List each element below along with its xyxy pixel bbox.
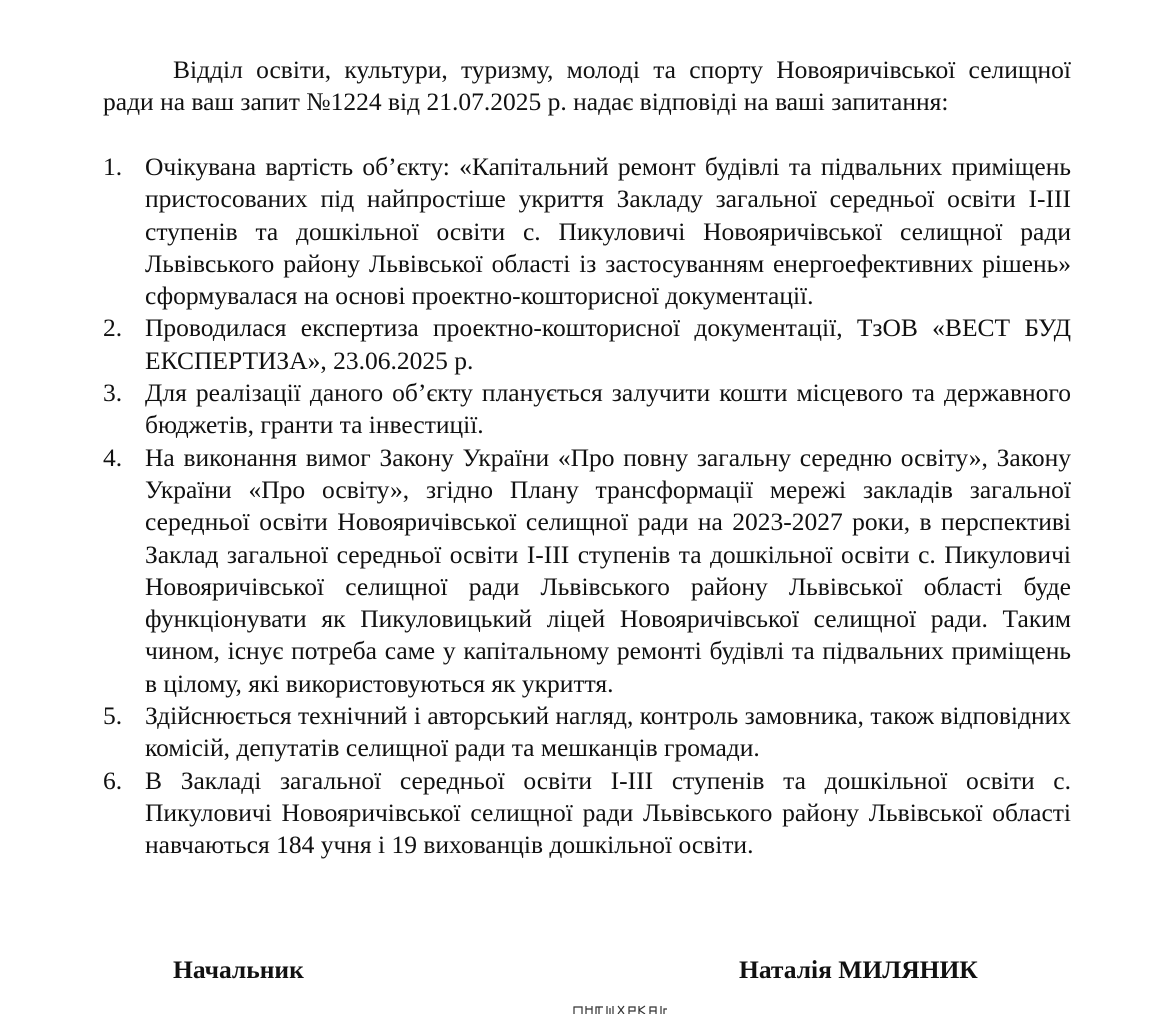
item-text: Здійснюється технічний і авторський нагляд, контроль замовника, також відповідних комісій, депутатів селищної ради та мешканців громади. xyxy=(145,701,1071,763)
item-text: Для реалізації даного об’єкту планується залучити кошти місцевого та державного бюджетів, гранти та інвестиції. xyxy=(145,378,1071,440)
signature-name: Наталія МИЛЯНИК xyxy=(739,955,978,984)
item-number: 4. xyxy=(103,442,123,472)
item-text: В Закладі загальної середньої освіти І-ІІІ ступенів та дошкільної освіти с. Пикуловичі Новояричівської селищної ради Львівського району Львівської області навчаються 184 учня і 19 вихованців дошкільної освіти. xyxy=(145,765,1071,860)
list-item xyxy=(103,312,1071,377)
item-number: 6. xyxy=(103,765,123,795)
item-text: Очікувана вартість об’єкту: «Капітальний ремонт будівлі та підвальних приміщень пристосованих під найпростіше укриття Закладу загальної середньої освіти І-ІІІ ступенів та дошкільної освіти с. Пикуловичі Новояричівської селищної ради Львівського району Львівської області із застосуванням енергоефективних рішень» сформувалася на основі проектно-кошторисної документації. xyxy=(145,152,1071,311)
list-item xyxy=(103,151,1071,312)
stamp-fragment xyxy=(572,1004,702,1014)
item-text: На виконання вимог Закону України «Про повну загальну середню освіту», Закону України «Про освіту», згідно Плану трансформації мережі закладів загальної середньої освіти Новояричівської селищної ради на 2023-2027 роки, в перспективі Заклад загальної середньої освіти І-ІІІ ступенів та дошкільної освіти с. Пикуловичі Новояричівської селищної ради Львівського району Львівської області буде функціонувати як Пикуловицький ліцей Новояричівської селищної ради. Таким чином, існує потреба саме у капітальному ремонті будівлі та підвальних приміщень в цілому, які використовуються як укриття. xyxy=(145,442,1071,698)
item-number: 2. xyxy=(103,313,123,343)
item-text: Проводилася експертиза проектно-кошторисної документації, ТзОВ «ВЕСТ БУД ЕКСПЕРТИЗА», 23.06.2025 р. xyxy=(145,313,1071,375)
stamp-fragment-graphic xyxy=(572,1004,702,1014)
list-item xyxy=(103,700,1071,765)
list-item xyxy=(103,377,1071,442)
item-number: 3. xyxy=(103,378,123,408)
answers-list xyxy=(103,151,1071,862)
signature-position: Начальник xyxy=(173,955,304,984)
list-item xyxy=(103,442,1071,700)
item-number: 5. xyxy=(103,701,123,731)
list-item xyxy=(103,765,1071,862)
intro-paragraph: Відділ освіти, культури, туризму, молоді та спорту Новояричівської селищної ради на ваш запит №1224 від 21.07.2025 р. надає відповіді на ваші запитання: xyxy=(103,55,1071,117)
item-number: 1. xyxy=(103,152,123,181)
